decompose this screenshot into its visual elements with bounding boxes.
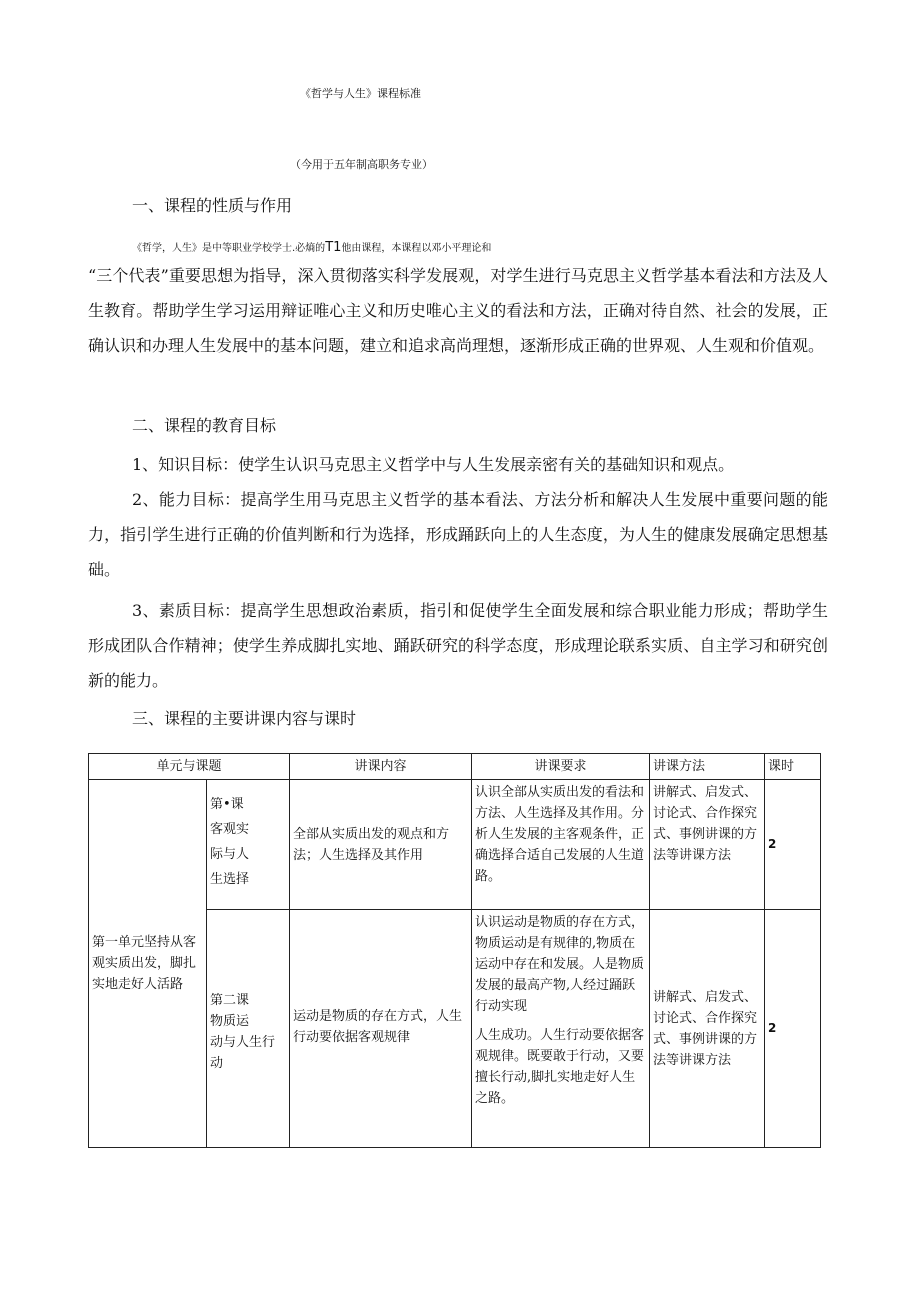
lesson-line: 第•课 [210, 797, 244, 812]
section2-heading: 二、课程的教育目标 [132, 416, 277, 435]
unit-cell: 第一单元坚持从客观实质出发，脚扎实地走好人活路 [89, 780, 207, 1148]
lesson-line: 动与人生行动 [210, 1035, 276, 1071]
lesson-cell [207, 910, 290, 1148]
requirement-part-a: 认识运动是物质的存在方式，物质运动是有规律的,物质在运动中存在和发展。人是物质发展的最高产物,人经过踊跃行动实现 [475, 915, 645, 1014]
table-row [89, 780, 821, 910]
requirement-cell: 认识全部从实质出发的看法和方法、人生选择及其作用。分析人生发展的主客观条件，正确选择合适自己发展的人生道路。 [472, 780, 650, 910]
lesson-line: 第二课 [210, 993, 250, 1008]
intro-text-b: 他由课程，本课程以邓小平理论和 [341, 243, 492, 254]
requirement-part-b: 人生成功。人生行动要依据客观规律。既要敢于行动，又要擅长行动,脚扎实地走好人生之路。 [475, 1028, 645, 1106]
document-subtitle: （今用于五年制高职务专业） [290, 158, 433, 171]
intro-text-code: T1 [325, 240, 342, 255]
table-header-row [89, 754, 821, 780]
requirement-cell [472, 910, 650, 1148]
header-method: 讲课方法 [650, 754, 765, 780]
course-content-table [88, 753, 821, 1148]
lesson-line: 客观实 [210, 822, 250, 837]
method-cell: 讲解式、启发式、讨论式、合作探究式、事例讲课的方法等讲课方法 [650, 910, 765, 1148]
header-hours: 课时 [765, 754, 821, 780]
hours-cell: 2 [765, 780, 821, 910]
goal-ability: 2、能力目标：提高学生用马克思主义哲学的基本看法、方法分析和解决人生发展中重要问题的能力，指引学生进行正确的价值判断和行为选择，形成踊跃向上的人生态度，为人生的健康发展确定思想基础。 [88, 490, 828, 579]
section3-heading: 三、课程的主要讲课内容与课时 [132, 709, 357, 728]
header-unit: 单元与课题 [89, 754, 290, 780]
lesson-line: 生选择 [210, 872, 250, 887]
section1-heading: 一、课程的性质与作用 [132, 196, 293, 215]
intro-text-a: 《哲学，人生》是中等职业学校学士.必熵的 [132, 243, 326, 254]
content-cell: 运动是物质的存在方式，人生行动要依据客观规律 [290, 910, 472, 1148]
document-title: 《哲学与人生》课程标准 [300, 87, 421, 100]
goal-quality: 3、素质目标：提高学生思想政治素质，指引和促使学生全面发展和综合职业能力形成；帮助学生形成团队合作精神；使学生养成脚扎实地、踊跃研究的科学态度，形成理论联系实质、自主学习和研究创新的能力。 [88, 601, 828, 690]
lesson-line: 物质运 [210, 1014, 250, 1029]
header-content: 讲课内容 [290, 754, 472, 780]
method-cell: 讲解式、启发式、讨论式、合作探究式、事例讲课的方法等讲课方法 [650, 780, 765, 910]
lesson-line: 际与人 [210, 847, 250, 862]
goal-knowledge: 1、知识目标：使学生认识马克思主义哲学中与人生发展亲密有关的基础知识和观点。 [132, 455, 735, 474]
lesson-cell [207, 780, 290, 910]
section1-intro-line [132, 239, 491, 255]
content-cell: 全部从实质出发的观点和方法；人生选择及其作用 [290, 780, 472, 910]
hours-cell: 2 [765, 910, 821, 1148]
header-requirement: 讲课要求 [472, 754, 650, 780]
section1-paragraph: “三个代表”重要思想为指导，深入贯彻落实科学发展观，对学生进行马克思主义哲学基本看法和方法及人生教育。帮助学生学习运用辩证唯心主义和历史唯心主义的看法和方法，正确对待自然、社会的发展，正确认识和办理人生发展中的基本问题，建立和追求高尚理想，逐渐形成正确的世界观、人生观和价值观。 [88, 266, 828, 355]
